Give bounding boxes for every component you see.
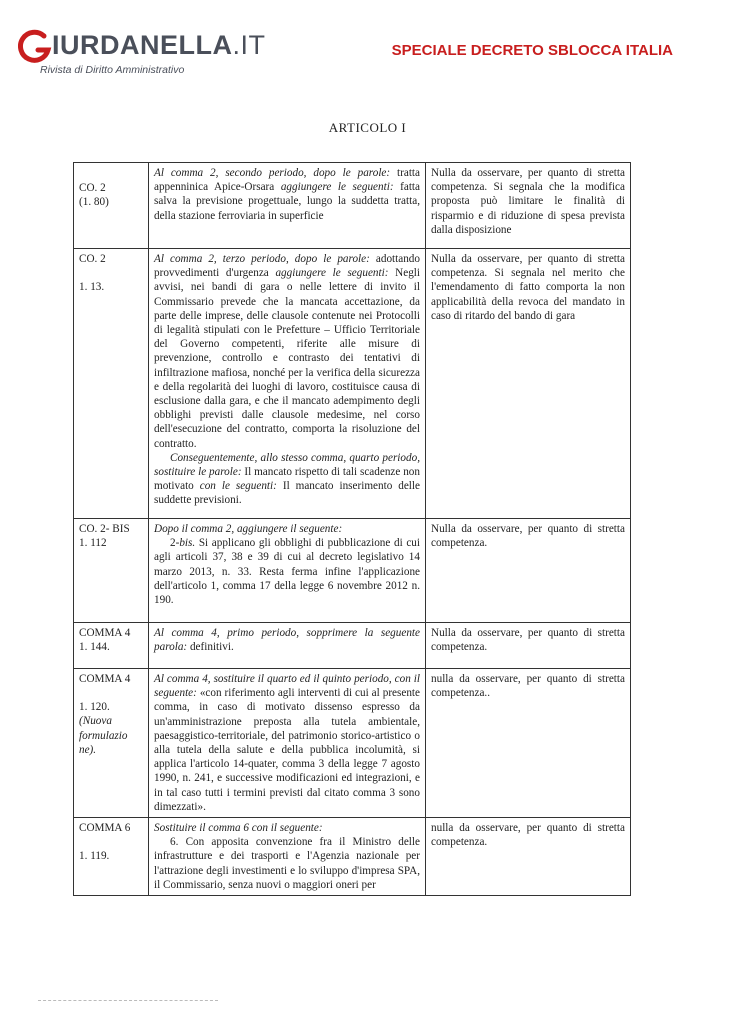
opinion-comment: nulla da osservare, per quanto di stretta competenza. <box>426 818 631 896</box>
reference-line: CO. 2- BIS <box>79 523 130 535</box>
logo-wordmark: IURDANELLA.IT <box>52 30 266 60</box>
page-header <box>0 0 735 90</box>
reference-line: 1. 120. <box>79 701 110 714</box>
footer-divider <box>38 1000 218 1001</box>
reference-line: COMMA 4 <box>79 627 131 639</box>
reference-line: 1. 144. <box>79 641 110 654</box>
amendment-text-part: «con riferimento agli interventi di cui al presente comma, in caso di motivato dissenso espresso da un'amministrazione preposta alla tutela ambientale, paesaggistico-territoriale, del patrimonio storico-artistico o alla tutela della salute e della pubblica incolumità, si applica l'articolo 14-quater, comma 3 della legge 7 agosto 1990, n. 241, e successive modificazioni ed integrazioni, e in tal caso tutti i termini previsti dal citato comma 3 sono dimezzati». <box>154 687 420 813</box>
reference-line: COMMA 6 <box>79 822 131 835</box>
table-row <box>74 818 631 896</box>
reference-line: (1. 80) <box>79 196 109 209</box>
amendment-text-part: Al comma 4, sostituire il quarto ed il quinto periodo, con il seguente: <box>154 673 420 700</box>
reference-line: COMMA 4 <box>79 673 131 685</box>
opinion-comment: Nulla da osservare, per quanto di stretta competenza. <box>426 623 631 669</box>
special-title: SPECIALE DECRETO SBLOCCA ITALIA <box>391 42 673 59</box>
amendment-text <box>149 669 426 818</box>
amendment-text-part: Al comma 2, secondo periodo, dopo le parole: <box>154 167 391 179</box>
table-row <box>74 623 631 669</box>
amendment-text-part: Conseguentemente, allo stesso comma, quarto periodo, sostituire le parole: <box>154 451 420 479</box>
opinion-comment: Nulla da osservare, per quanto di stretta competenza. Si segnala che la modifica proposta può limitare le finalità di risparmio e di riduzione di spesa prevista dalla disposizione <box>426 163 631 249</box>
opinion-comment: nulla da osservare, per quanto di stretta competenza.. <box>426 669 631 818</box>
reference-line: 1. 13. <box>79 281 105 294</box>
amendment-text-part: aggiungere le seguenti: <box>280 181 394 194</box>
table-row <box>74 669 631 818</box>
amendment-text <box>149 519 426 623</box>
amendment-text-part: Dopo il comma 2, aggiungere il seguente: <box>154 523 343 535</box>
amendment-reference <box>74 818 149 896</box>
amendment-text-part: aggiungere le seguenti: <box>275 267 389 280</box>
amendment-text-part: Si applicano gli obblighi di pubblicazione di cui agli articoli 37, 38 e 39 di cui al decreto legislativo 14 marzo 2013, n. 33. Resta ferma infine l'applicazione dell'articolo 1, comma 17 della legge 6 novembre 2012 n. 190. <box>154 537 420 607</box>
table-row <box>74 163 631 249</box>
amendment-text-part: Negli avvisi, nei bandi di gara o nelle lettere di invito il Commissario prevede che la mancata accettazione, da parte delle imprese, delle clausole contenute nei Protocolli di legalità stipulati con le Prefetture – Ufficio Territoriale del Governo competenti, riferite alle misure di prevenzione, controllo e contrasto dei tentativi di infiltrazione mafiosa, nonché per la verifica della sicurezza e della regolarità dei luoghi di lavoro, costituisce causa di esclusione dalla gara, e che il mancato adempimento degli obblighi previsti dalle clausole medesime, nel corso dell'esecuzione del contratto, comporta la risoluzione del contratto. <box>154 267 421 450</box>
amendment-text <box>149 623 426 669</box>
amendment-text <box>149 163 426 249</box>
logo-subtitle: Rivista di Diritto Amministrativo <box>40 64 185 76</box>
logo-g-icon <box>18 28 52 68</box>
amendment-reference <box>74 163 149 249</box>
amendment-text-part: 6. Con apposita convenzione fra il Ministro delle infrastrutture e dei trasporti e l'Agenzia nazionale per l'attrazione degli investimenti e lo sviluppo d'impresa SPA, il Commissario, senza nuovi o maggiori oneri per <box>154 836 420 891</box>
amendment-reference <box>74 623 149 669</box>
amendment-text-part: 2- <box>170 537 180 550</box>
amendment-text-part: definitivi. <box>187 641 234 654</box>
table-row <box>74 249 631 519</box>
opinion-comment: Nulla da osservare, per quanto di stretta competenza. Si segnala nel merito che l'emendamento di fatto comporta la non applicabilità della revoca del mandato in caso di ritardo del bando di gara <box>426 249 631 519</box>
reference-line: 1. 112 <box>79 537 107 550</box>
amendment-text-part: Sostituire il comma 6 con il seguente: <box>154 822 323 835</box>
reference-line: 1. 119. <box>79 850 110 863</box>
amendment-text <box>149 249 426 519</box>
amendment-reference <box>74 519 149 623</box>
table-row <box>74 519 631 623</box>
opinion-comment: Nulla da osservare, per quanto di stretta competenza. <box>426 519 631 623</box>
amendment-text-part: Al comma 2, terzo periodo, dopo le parole: <box>154 253 370 265</box>
amendment-text-part: bis. <box>179 537 196 550</box>
amendment-text-part: tratta appenninica Apice-Orsara <box>154 167 420 194</box>
amendment-reference <box>74 669 149 818</box>
reference-line: (Nuova formulazio ne). <box>79 715 128 756</box>
amendment-text-part: adottando provvedimenti d'urgenza <box>154 253 420 280</box>
amendment-text-part: Il mancato rispetto di tali scadenze non motivato <box>154 466 420 493</box>
reference-line: CO. 2 <box>79 182 106 194</box>
amendment-text-part: fatta salva la previsione progettuale, lungo la suddetta tratta, della stazione ferroviaria in superficie <box>154 181 420 222</box>
reference-line: CO. 2 <box>79 253 106 265</box>
amendment-text-part: con le seguenti: <box>199 480 277 493</box>
amendments-table <box>73 162 631 896</box>
amendment-text-part: Il mancato inserimento delle suddette previsioni. <box>154 480 420 507</box>
article-title: ARTICOLO I <box>328 120 407 135</box>
amendment-text <box>149 818 426 896</box>
amendment-text-part: Al comma 4, primo periodo, sopprimere la seguente parola: <box>154 627 420 654</box>
giurdanella-logo[interactable] <box>18 22 266 82</box>
amendment-reference <box>74 249 149 519</box>
